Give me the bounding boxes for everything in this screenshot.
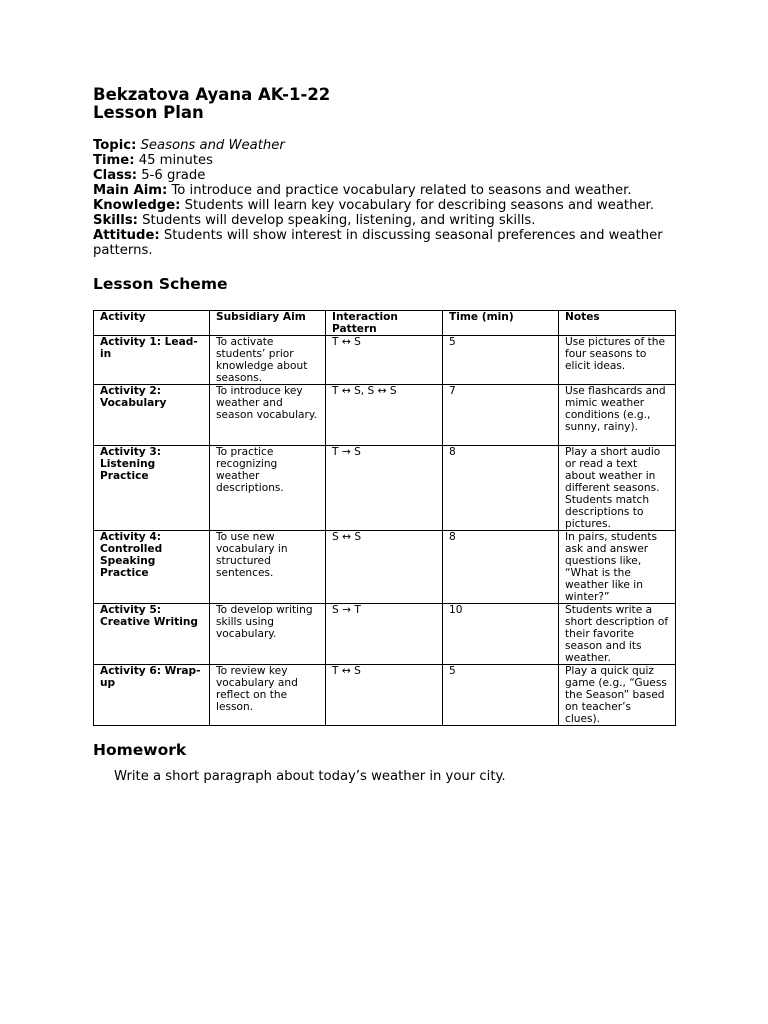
time-cell: 5 <box>443 336 559 385</box>
interaction-cell: T → S <box>326 446 443 531</box>
aim-label: Main Aim: <box>93 183 168 198</box>
aim-cell: To use new vocabulary in structured sentences. <box>210 531 326 604</box>
topic-value: Seasons and Weather <box>140 138 285 153</box>
time-line <box>93 153 693 168</box>
notes-cell: Use flashcards and mimic weather conditions (e.g., sunny, rainy). <box>559 385 676 446</box>
time-cell: 8 <box>443 446 559 531</box>
lesson-meta <box>93 138 693 258</box>
activity-cell: Activity 3: Listening Practice <box>94 446 210 531</box>
aim-cell: To activate students’ prior knowledge about seasons. <box>210 336 326 385</box>
aim-cell: To review key vocabulary and reflect on the lesson. <box>210 665 326 726</box>
table-row <box>94 604 676 665</box>
column-header: Notes <box>559 311 676 336</box>
notes-cell: In pairs, students ask and answer questions like, “What is the weather like in winter?” <box>559 531 676 604</box>
knowledge-label: Knowledge: <box>93 198 181 213</box>
topic-label: Topic: <box>93 138 137 153</box>
homework-heading: Homework <box>93 741 187 759</box>
table-header-row <box>94 311 676 336</box>
column-header: Interaction Pattern <box>326 311 443 336</box>
aim-cell: To practice recognizing weather descriptions. <box>210 446 326 531</box>
column-header: Time (min) <box>443 311 559 336</box>
column-header: Activity <box>94 311 210 336</box>
table-row <box>94 385 676 446</box>
aim-line <box>93 183 693 198</box>
aim-cell: To introduce key weather and season vocabulary. <box>210 385 326 446</box>
knowledge-line <box>93 198 693 213</box>
table-row <box>94 665 676 726</box>
notes-cell: Play a short audio or read a text about weather in different seasons. Students match descriptions to pictures. <box>559 446 676 531</box>
aim-cell: To develop writing skills using vocabulary. <box>210 604 326 665</box>
interaction-cell: T ↔ S <box>326 665 443 726</box>
skills-line <box>93 213 693 228</box>
interaction-cell: T ↔ S, S ↔ S <box>326 385 443 446</box>
activity-cell: Activity 1: Lead-in <box>94 336 210 385</box>
activity-cell: Activity 4: Controlled Speaking Practice <box>94 531 210 604</box>
time-value: 45 minutes <box>138 153 214 168</box>
time-cell: 8 <box>443 531 559 604</box>
interaction-cell: S ↔ S <box>326 531 443 604</box>
table-row <box>94 336 676 385</box>
lesson-scheme-table <box>93 310 676 726</box>
time-cell: 7 <box>443 385 559 446</box>
document-header <box>93 86 330 122</box>
skills-label: Skills: <box>93 213 138 228</box>
knowledge-value: Students will learn key vocabulary for describing seasons and weather. <box>184 198 654 213</box>
attitude-line <box>93 228 693 258</box>
doc-title: Lesson Plan <box>93 103 204 122</box>
activity-cell: Activity 2: Vocabulary <box>94 385 210 446</box>
homework-text: Write a short paragraph about today’s weather in your city. <box>114 769 506 784</box>
attitude-value: Students will show interest in discussing seasonal preferences and weather patterns. <box>93 228 663 258</box>
time-cell: 10 <box>443 604 559 665</box>
interaction-cell: T ↔ S <box>326 336 443 385</box>
notes-cell: Play a quick quiz game (e.g., “Guess the Season” based on teacher’s clues). <box>559 665 676 726</box>
topic-line <box>93 138 693 153</box>
lesson-scheme-heading: Lesson Scheme <box>93 275 228 293</box>
table-row <box>94 531 676 604</box>
notes-cell: Students write a short description of their favorite season and its weather. <box>559 604 676 665</box>
table-row <box>94 446 676 531</box>
activity-cell: Activity 6: Wrap-up <box>94 665 210 726</box>
time-cell: 5 <box>443 665 559 726</box>
class-value: 5-6 grade <box>141 168 206 183</box>
class-label: Class: <box>93 168 138 183</box>
attitude-label: Attitude: <box>93 228 160 243</box>
notes-cell: Use pictures of the four seasons to elicit ideas. <box>559 336 676 385</box>
author-line: Bekzatova Ayana AK-1-22 <box>93 85 331 104</box>
class-line <box>93 168 693 183</box>
time-label: Time: <box>93 153 135 168</box>
aim-value: To introduce and practice vocabulary related to seasons and weather. <box>171 183 632 198</box>
activity-cell: Activity 5: Creative Writing <box>94 604 210 665</box>
interaction-cell: S → T <box>326 604 443 665</box>
skills-value: Students will develop speaking, listening, and writing skills. <box>142 213 536 228</box>
column-header: Subsidiary Aim <box>210 311 326 336</box>
